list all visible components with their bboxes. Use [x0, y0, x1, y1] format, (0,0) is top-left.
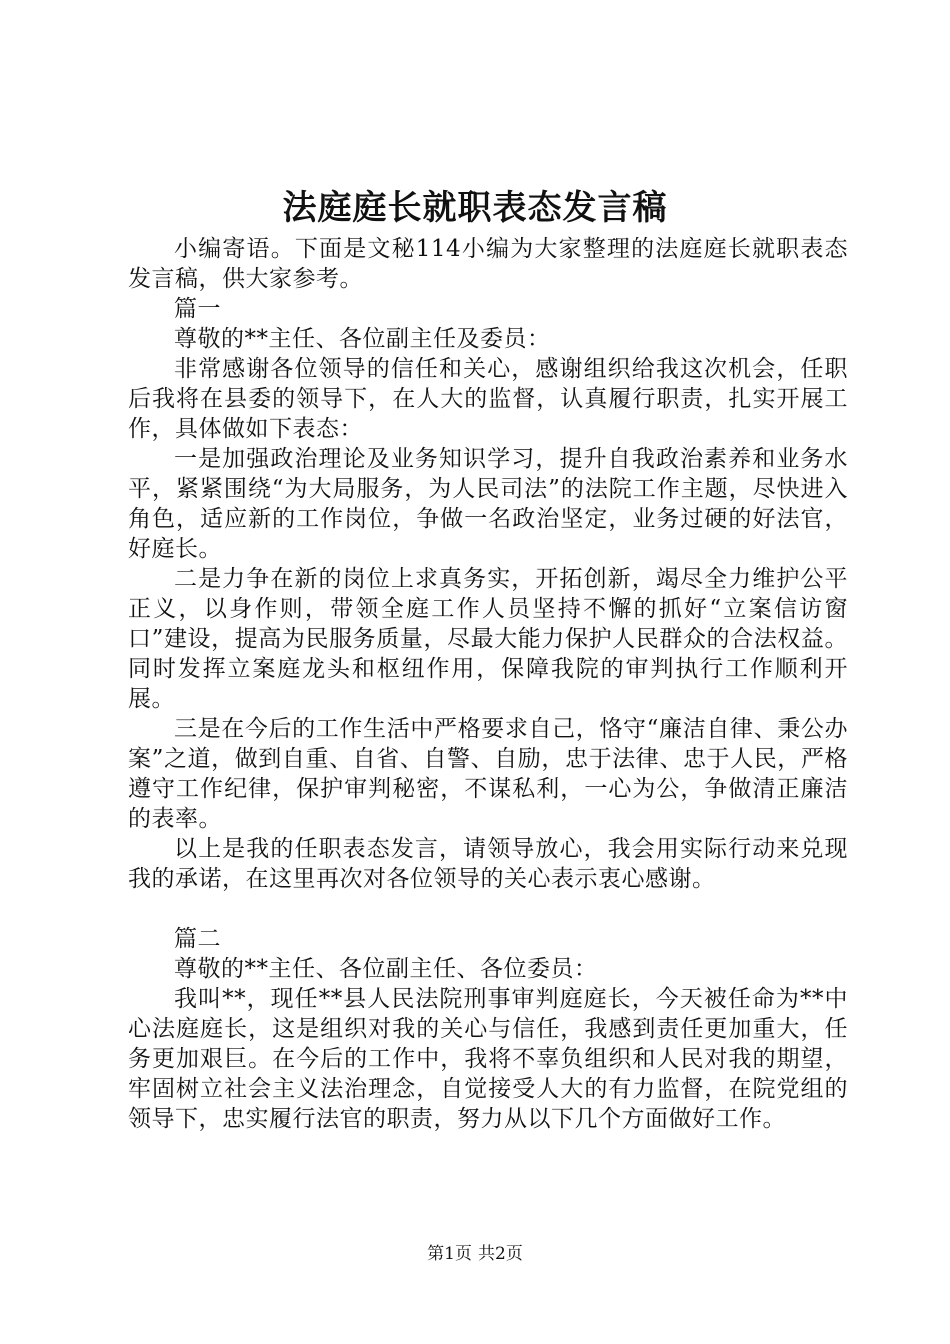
section-heading: 篇一	[174, 296, 221, 322]
page-footer	[0, 1243, 950, 1265]
page-total: 共2页	[478, 1244, 523, 1264]
document-title: 法庭庭长就职表态发言稿	[282, 188, 668, 228]
body-paragraph: 我叫**，现任**县人民法院刑事审判庭庭长，今天被任命为**中心法庭庭长，这是组织对我的关心与信任，我感到责任更加重大，任务更加艰巨。在今后的工作中，我将不辜负组织和人民对我的期望，牢固树立社会主义法治理念，自觉接受人大的有力监督，在院党组的领导下，忠实履行法官的职责，努力从以下几个方面做好工作。	[128, 986, 848, 1132]
intro-paragraph: 小编寄语。下面是文秘114小编为大家整理的法庭庭长就职表态发言稿，供大家参考。	[128, 236, 848, 292]
body-paragraph: 以上是我的任职表态发言，请领导放心，我会用实际行动来兑现我的承诺，在这里再次对各位领导的关心表示衷心感谢。	[128, 836, 848, 892]
section-heading: 篇二	[174, 926, 221, 952]
body-paragraph: 一是加强政治理论及业务知识学习，提升自我政治素养和业务水平，紧紧围绕“为大局服务，为人民司法”的法院工作主题，尽快进入角色，适应新的工作岗位，争做一名政治坚定，业务过硬的好法官，好庭长。	[128, 446, 848, 562]
body-paragraph: 非常感谢各位领导的信任和关心，感谢组织给我这次机会，任职后我将在县委的领导下，在人大的监督，认真履行职责，扎实开展工作，具体做如下表态：	[128, 356, 848, 442]
body-paragraph: 三是在今后的工作生活中严格要求自己，恪守“廉洁自律、秉公办案”之道，做到自重、自省、自警、自励，忠于法律、忠于人民，严格遵守工作纪律，保护审判秘密，不谋私利，一心为公，争做清正廉洁的表率。	[128, 716, 848, 832]
body-paragraph: 二是力争在新的岗位上求真务实，开拓创新，竭尽全力维护公平正义，以身作则，带领全庭工作人员坚持不懈的抓好“立案信访窗口”建设，提高为民服务质量，尽最大能力保护人民群众的合法权益。同时发挥立案庭龙头和枢纽作用，保障我院的审判执行工作顺利开展。	[128, 566, 848, 712]
document-body	[128, 234, 848, 1134]
salutation: 尊敬的**主任、各位副主任及委员：	[174, 326, 551, 352]
page-number: 第1页	[427, 1244, 472, 1264]
salutation: 尊敬的**主任、各位副主任、各位委员：	[174, 956, 598, 982]
